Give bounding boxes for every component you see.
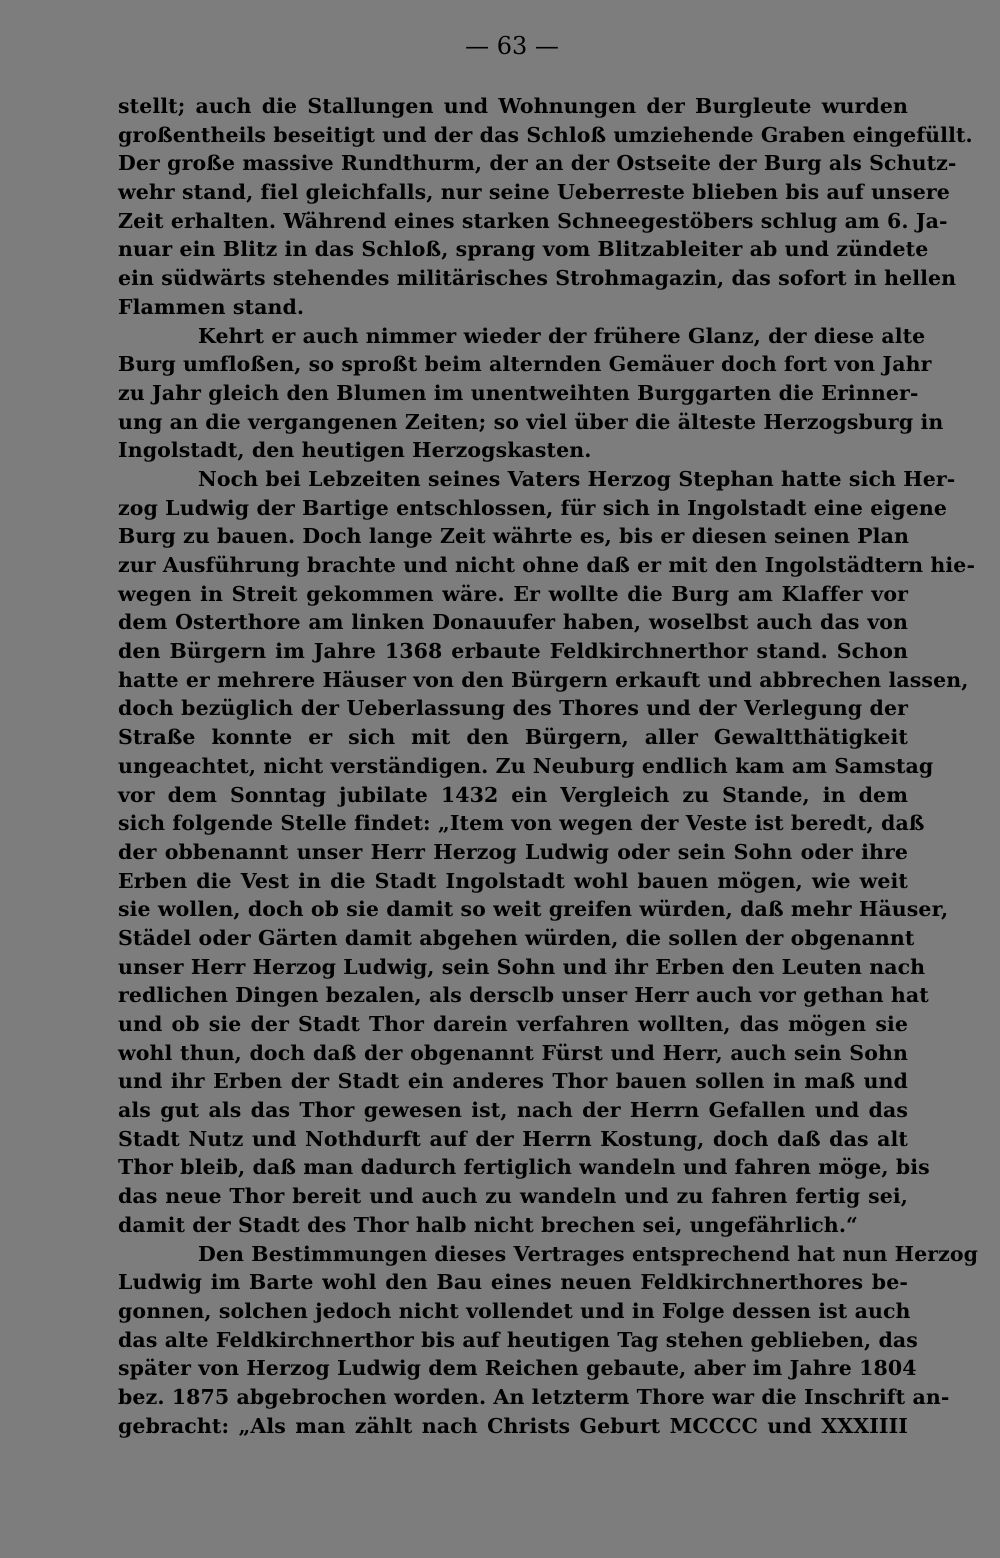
text-line: Thor bleib, daß man dadurch fertiglich wandeln und fahren möge, bis	[118, 1155, 930, 1180]
text-line: ein südwärts stehendes militärisches Strohmagazin, das sofort in hellen	[118, 266, 957, 291]
text-line: das alte Feldkirchnerthor bis auf heutigen Tag stehen geblieben, das	[118, 1327, 918, 1352]
body-text	[118, 92, 979, 1440]
text-line: Erben die Vest in die Stadt Ingolstadt wohl bauen mögen, wie weit	[118, 868, 908, 893]
text-line: Ludwig im Barte wohl den Bau eines neuen Feldkirchnerthores be-	[118, 1270, 908, 1295]
text-line: redlichen Dingen bezalen, als dersclb unser Herr auch vor gethan hat	[118, 983, 929, 1008]
paragraph-start-line: Noch bei Lebzeiten seines Vaters Herzog Stephan hatte sich Her-	[198, 466, 956, 491]
text-line: Ingolstadt, den heutigen Herzogskasten.	[118, 438, 592, 463]
text-line: stellt; auch die Stallungen und Wohnungen der Burgleute wurden	[118, 94, 908, 118]
text-line: das neue Thor bereit und auch zu wandeln und zu fahren fertig sei,	[118, 1184, 908, 1209]
text-line: doch bezüglich der Ueberlassung des Thores und der Verlegung der	[118, 696, 908, 721]
paragraph-start-line: Den Bestimmungen dieses Vertrages entsprechend hat nun Herzog	[198, 1241, 979, 1266]
text-line: der obbenannt unser Herr Herzog Ludwig oder sein Sohn oder ihre	[118, 839, 908, 864]
text-line: sich folgende Stelle findet: „Item von wegen der Veste ist beredt, daß	[118, 811, 925, 836]
text-line: vor dem Sonntag jubilate 1432 ein Vergleich zu Stande, in dem	[118, 782, 908, 807]
text-line: wohl thun, doch daß der obgenannt Fürst und Herr, auch sein Sohn	[118, 1040, 908, 1065]
text-line: großentheils beseitigt und der das Schloß umziehende Graben eingefüllt.	[118, 122, 973, 147]
text-line: hatte er mehrere Häuser von den Bürgern erkauft und abbrechen lassen,	[118, 667, 969, 692]
text-line: Straße konnte er sich mit den Bürgern, aller Gewaltthätigkeit	[118, 725, 908, 750]
paragraph-start-line: Kehrt er auch nimmer wieder der frühere Glanz, der diese alte	[198, 323, 926, 348]
text-line: damit der Stadt des Thor halb nicht brechen sei, ungefährlich.“	[118, 1212, 858, 1237]
text-line: gonnen, solchen jedoch nicht vollendet und in Folge dessen ist auch	[118, 1298, 911, 1323]
text-line: bez. 1875 abgebrochen worden. An letzterm Thore war die Inschrift an-	[118, 1384, 950, 1409]
text-line: Zeit erhalten. Während eines starken Schneegestöbers schlug am 6. Ja-	[118, 208, 948, 233]
text-line: Burg umfloßen, so sproßt beim alternden Gemäuer doch fort von Jahr	[118, 352, 932, 377]
text-line: wegen in Streit gekommen wäre. Er wollte die Burg am Klaffer vor	[118, 581, 908, 606]
text-line: gebracht: „Als man zählt nach Christs Geburt MCCCC und XXXIIII	[118, 1413, 908, 1438]
text-line: später von Herzog Ludwig dem Reichen gebaute, aber im Jahre 1804	[118, 1356, 917, 1381]
text-line: ung an die vergangenen Zeiten; so viel über die älteste Herzogsburg in	[118, 409, 944, 434]
text-line: zu Jahr gleich den Blumen im unentweihten Burggarten die Erinner-	[118, 380, 919, 405]
text-line: als gut als das Thor gewesen ist, nach der Herrn Gefallen und das	[118, 1098, 908, 1123]
text-line: zog Ludwig der Bartige entschlossen, für sich in Ingolstadt eine eigene	[118, 495, 947, 520]
text-line: wehr stand, fiel gleichfalls, nur seine Ueberreste blieben bis auf unsere	[118, 180, 950, 205]
page-number: — 63 —	[465, 32, 559, 60]
text-line: und ihr Erben der Stadt ein anderes Thor bauen sollen in maß und	[118, 1069, 908, 1094]
text-line: Städel oder Gärten damit abgehen würden, die sollen der obgenannt	[118, 925, 915, 950]
text-line: Burg zu bauen. Doch lange Zeit währte es, bis er diesen seinen Plan	[118, 524, 909, 549]
text-line: nuar ein Blitz in das Schloß, sprang vom Blitzableiter ab und zündete	[118, 237, 929, 262]
text-line: und ob sie der Stadt Thor darein verfahren wollten, das mögen sie	[118, 1012, 908, 1036]
text-line: dem Osterthore am linken Donauufer haben, woselbst auch das von	[118, 610, 908, 635]
text-line: Der große massive Rundthurm, der an der Ostseite der Burg als Schutz-	[118, 151, 957, 176]
text-line: zur Ausführung brachte und nicht ohne daß er mit den Ingolstädtern hie-	[118, 553, 976, 577]
text-line: unser Herr Herzog Ludwig, sein Sohn und ihr Erben den Leuten nach	[118, 954, 926, 979]
text-line: Flammen stand.	[118, 294, 305, 319]
text-line: den Bürgern im Jahre 1368 erbaute Feldkirchnerthor stand. Schon	[118, 639, 908, 664]
text-line: sie wollen, doch ob sie damit so weit greifen würden, daß mehr Häuser,	[118, 897, 949, 922]
text-line: ungeachtet, nicht verständigen. Zu Neuburg endlich kam am Samstag	[118, 753, 934, 778]
text-line: Stadt Nutz und Nothdurft auf der Herrn Kostung, doch daß das alt	[118, 1126, 908, 1151]
